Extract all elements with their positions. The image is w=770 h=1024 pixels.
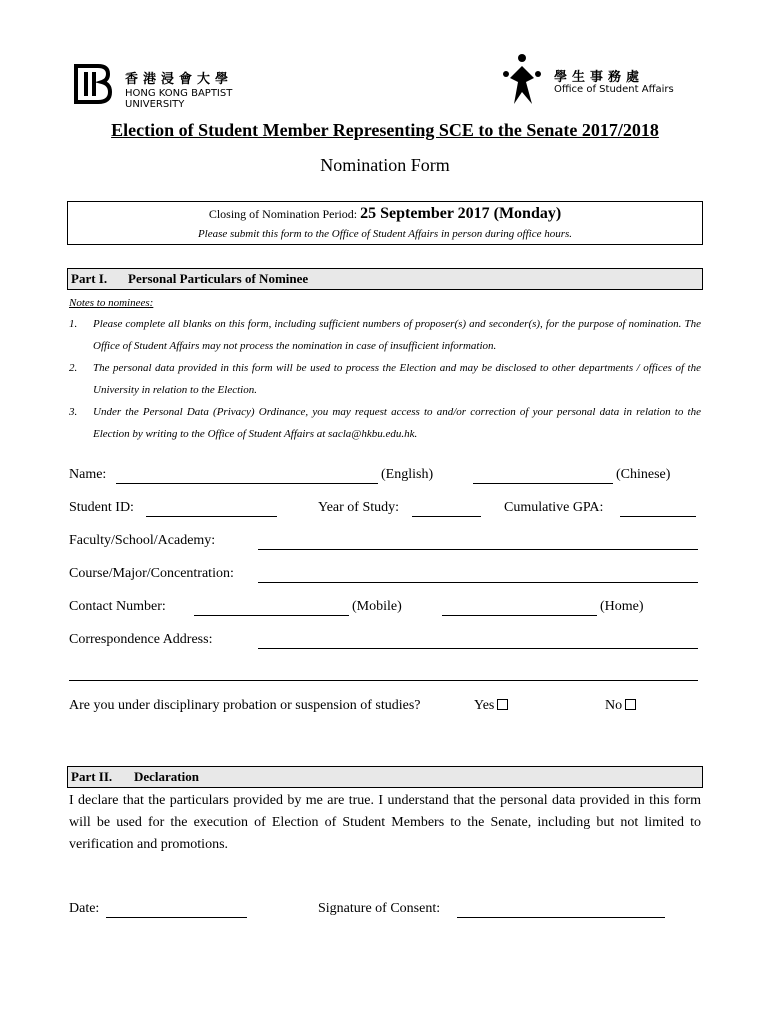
- hkbu-logo: [70, 60, 290, 110]
- year-of-study-label: Year of Study:: [318, 500, 400, 515]
- name-english-field[interactable]: [116, 483, 378, 484]
- faculty-label: Faculty/School/Academy:: [69, 533, 216, 548]
- office-name-en: Office of Student Affairs: [554, 84, 674, 95]
- course-label: Course/Major/Concentration:: [69, 566, 234, 581]
- closing-date: 25 September 2017 (Monday): [360, 205, 562, 222]
- mobile-field[interactable]: [194, 615, 349, 616]
- name-label: Name:: [69, 467, 107, 482]
- gpa-field[interactable]: [620, 516, 696, 517]
- osa-logo: [500, 52, 700, 112]
- note-number: 2.: [69, 362, 78, 374]
- signature-field[interactable]: [457, 917, 665, 918]
- closing-line: [68, 205, 702, 223]
- chinese-label: (Chinese): [616, 467, 671, 482]
- declaration-text: I declare that the particulars provided by me are true. I understand that the personal data provided in this form will be used for the execution of Election of Student Members to the Senate, including but not limited to verification and promotions.: [69, 793, 701, 852]
- date-label: Date:: [69, 901, 100, 916]
- part1-number: Part I.: [71, 271, 108, 286]
- note-item: [69, 313, 701, 357]
- yes-label: Yes: [474, 698, 495, 713]
- mobile-label: (Mobile): [352, 599, 402, 614]
- osa-emblem-icon: [500, 52, 550, 110]
- address-field-line1[interactable]: [258, 648, 698, 649]
- form-title: Election of Student Member Representing SCE to the Senate 2017/2018: [111, 120, 659, 140]
- contact-label: Contact Number:: [69, 599, 166, 614]
- note-text: The personal data provided in this form will be used to process the Election and may be disclosed to other departments / offices of the University in relation to the Election.: [93, 362, 701, 396]
- date-field[interactable]: [106, 917, 247, 918]
- notes-heading: Notes to nominees:: [69, 297, 154, 309]
- probation-yes-option[interactable]: [474, 698, 508, 714]
- signature-label: Signature of Consent:: [318, 901, 441, 916]
- no-label: No: [605, 698, 623, 713]
- address-label: Correspondence Address:: [69, 632, 213, 647]
- no-checkbox[interactable]: [625, 699, 636, 710]
- closing-box: [67, 201, 703, 245]
- year-of-study-field[interactable]: [412, 516, 481, 517]
- note-text: Under the Personal Data (Privacy) Ordinance, you may request access to and/or correction of your personal data in relation to the Election by writing to the Office of Student Affairs at sacla@hkbu.edu.hk.: [93, 406, 701, 440]
- university-name-en: HONG KONG BAPTIST UNIVERSITY: [125, 88, 233, 110]
- gpa-label: Cumulative GPA:: [504, 500, 604, 515]
- note-item: [69, 401, 701, 445]
- part1-header: [67, 268, 703, 290]
- probation-no-option[interactable]: [605, 698, 636, 714]
- closing-label: Closing of Nomination Period:: [208, 207, 358, 221]
- form-subtitle: Nomination Form: [320, 155, 450, 175]
- part2-number: Part II.: [71, 769, 113, 784]
- part2-title: Declaration: [134, 769, 199, 784]
- faculty-field[interactable]: [258, 549, 698, 550]
- part1-title: Personal Particulars of Nominee: [128, 271, 309, 286]
- student-id-label: Student ID:: [69, 500, 134, 515]
- office-name-cn: 學生事務處: [554, 70, 645, 85]
- yes-checkbox[interactable]: [497, 699, 508, 710]
- probation-question: Are you under disciplinary probation or suspension of studies?: [69, 698, 421, 713]
- name-chinese-field[interactable]: [473, 483, 613, 484]
- university-name-cn: 香港浸會大學: [125, 72, 234, 87]
- note-number: 3.: [69, 406, 78, 418]
- hkbu-emblem-icon: [72, 62, 118, 106]
- english-label: (English): [381, 467, 434, 482]
- note-item: [69, 357, 701, 401]
- home-label: (Home): [600, 599, 644, 614]
- address-field-line2[interactable]: [69, 680, 698, 681]
- part2-header: [67, 766, 703, 788]
- note-text: Please complete all blanks on this form, including sufficient numbers of proposer(s) and seconder(s), for the purpose of nomination. The Office of Student Affairs may not process the nomination in case of insufficient information.: [93, 318, 701, 352]
- course-field[interactable]: [258, 582, 698, 583]
- home-field[interactable]: [442, 615, 597, 616]
- note-number: 1.: [69, 318, 78, 330]
- submission-note: Please submit this form to the Office of Student Affairs in person during office hours.: [197, 228, 573, 240]
- student-id-field[interactable]: [146, 516, 277, 517]
